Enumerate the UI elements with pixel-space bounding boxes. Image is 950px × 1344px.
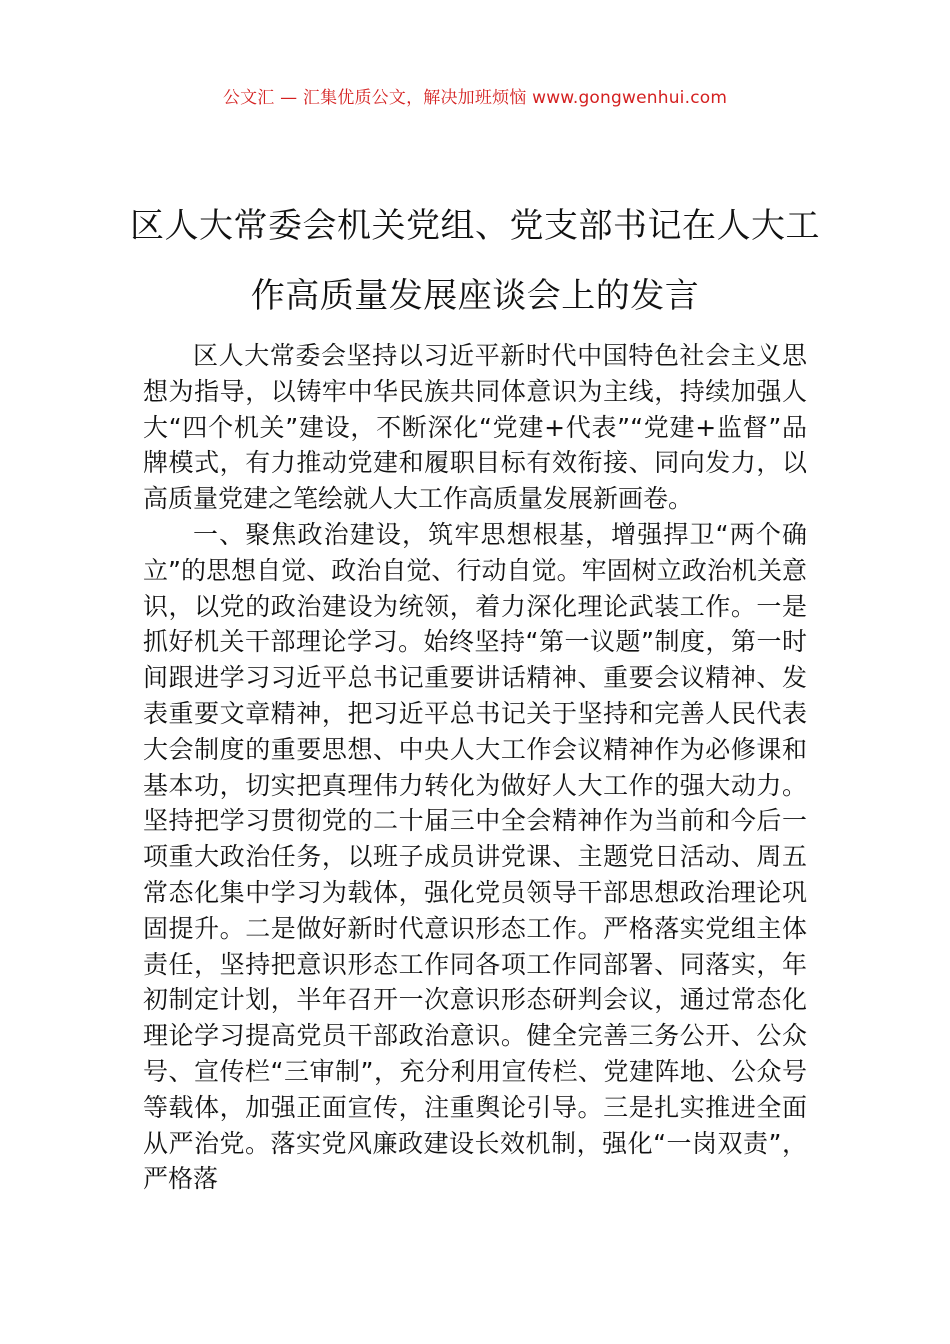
- document-body: [143, 338, 807, 1197]
- section-one-paragraph: 一、聚焦政治建设，筑牢思想根基，增强捍卫“两个确立”的思想自觉、政治自觉、行动自觉。牢固树立政治机关意识，以党的政治建设为统领，着力深化理论武装工作。一是抓好机关干部理论学习。始终坚持“第一议题”制度，第一时间跟进学习习近平总书记重要讲话精神、重要会议精神、发表重要文章精神，把习近平总书记关于坚持和完善人民代表大会制度的重要思想、中央人大工作会议精神作为必修课和基本功，切实把真理伟力转化为做好人大工作的强大动力。坚持把学习贯彻党的二十届三中全会精神作为当前和今后一项重大政治任务，以班子成员讲党课、主题党日活动、周五常态化集中学习为载体，强化党员领导干部思想政治理论巩固提升。二是做好新时代意识形态工作。严格落实党组主体责任，坚持把意识形态工作同各项工作同部署、同落实，年初制定计划，半年召开一次意识形态研判会议，通过常态化理论学习提高党员干部政治意识。健全完善三务公开、公众号、宣传栏“三审制”，充分利用宣传栏、党建阵地、公众号等载体，加强正面宣传，注重舆论引导。三是扎实推进全面从严治党。落实党风廉政建设长效机制，强化“一岗双责”，严格落: [143, 519, 807, 1194]
- intro-paragraph: 区人大常委会坚持以习近平新时代中国特色社会主义思想为指导，以铸牢中华民族共同体意识为主线，持续加强人大“四个机关”建设，不断深化“党建+代表”“党建+监督”品牌模式，有力推动党建和履职目标有效衔接、同向发力，以高质量党建之笔绘就人大工作高质量发展新画卷。: [143, 341, 807, 514]
- document-title: 区人大常委会机关党组、党支部书记在人大工作高质量发展座谈会上的发言: [130, 205, 820, 316]
- site-header-banner: 公文汇 — 汇集优质公文，解决加班烦恼 www.gongwenhui.com: [222, 88, 728, 108]
